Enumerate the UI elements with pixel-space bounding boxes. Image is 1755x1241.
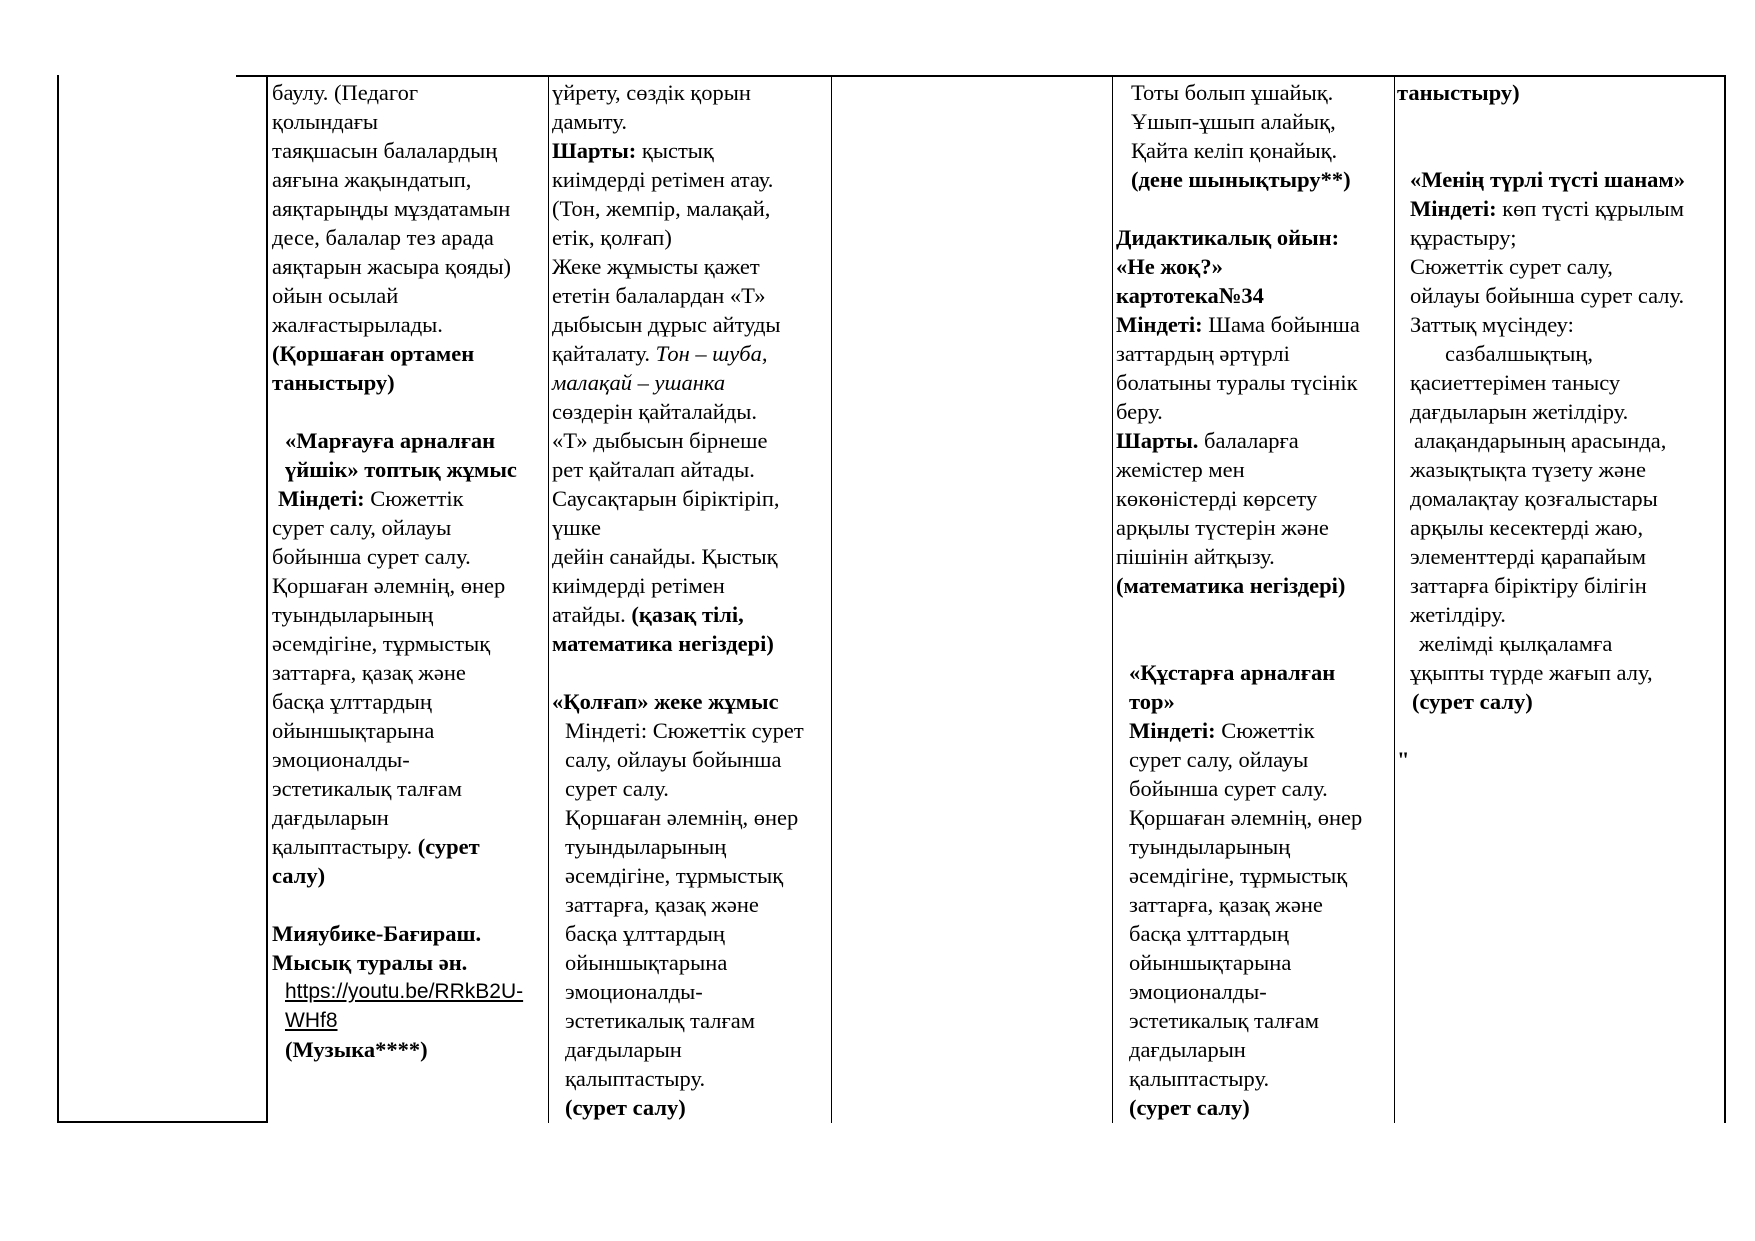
text-line: таяқшасын балалардың: [272, 138, 498, 163]
text-line: [552, 600, 804, 629]
text-line: алақандарының арасында,: [1414, 428, 1667, 453]
text-line: эмоционалды-: [1129, 979, 1267, 1004]
youtube-link[interactable]: WHf8: [285, 1009, 338, 1032]
label-bold: Шарты:: [552, 138, 637, 163]
text-line: эмоционалды-: [272, 747, 410, 772]
subject-tag: математика негіздері): [552, 631, 774, 656]
text-line: дейін санайды. Қыстық: [552, 544, 778, 569]
text-line: басқа ұлттардың: [1129, 921, 1289, 946]
text-line: [1116, 716, 1362, 745]
text-span: атайды.: [552, 602, 632, 627]
column-3-cell: [552, 78, 804, 1122]
poem-line: Тоты болып ұшайық.: [1131, 80, 1334, 105]
text-line: туындыларының: [1129, 834, 1291, 859]
label-bold: Міндеті:: [1116, 312, 1203, 337]
subject-tag: (сурет салу): [1412, 689, 1533, 714]
text-line: қалыптастыру.: [1129, 1066, 1270, 1091]
text-line: Заттық мүсіндеу:: [1410, 312, 1574, 337]
subject-tag: (қазақ тілі,: [631, 602, 744, 627]
text-line: әсемдігіне, тұрмыстық: [565, 863, 784, 888]
text-line: ойыншықтарына: [272, 718, 435, 743]
text-line: жалғастырылады.: [272, 312, 443, 337]
text-line: ойыншықтарына: [565, 950, 728, 975]
text-line: аяқтарын жасыра қояды): [272, 254, 512, 279]
text-line: домалақтау қозғалыстары: [1410, 486, 1658, 511]
text-span: Шама бойынша: [1202, 312, 1360, 337]
text-line: жемістер мен: [1116, 457, 1245, 482]
text-line: элементтерді қарапайым: [1410, 544, 1646, 569]
text-line: (Тон, жемпір, малақай,: [552, 196, 771, 221]
text-line: [1116, 426, 1362, 455]
text-line: арқылы түстерін және: [1116, 515, 1329, 540]
text-line: туындыларының: [565, 834, 727, 859]
song-title: Мияубике-Бағираш.: [272, 921, 482, 946]
column-5-cell: [1116, 78, 1362, 1122]
text-line: болатыны туралы түсінік: [1116, 370, 1358, 395]
text-span: қалыптастыру.: [272, 834, 418, 859]
subject-tag: таныстыру): [1397, 80, 1520, 105]
text-line: заттардың әртүрлі: [1116, 341, 1290, 366]
text-line: бойынша сурет салу.: [272, 544, 471, 569]
text-line: етік, қолғап): [552, 225, 672, 250]
text-line: дағдыларын: [565, 1037, 682, 1062]
text-line: [1116, 310, 1362, 339]
label-bold: Міндеті:: [278, 486, 365, 511]
text-line: эстетикалық талғам: [272, 776, 462, 801]
text-line: [1397, 194, 1685, 223]
text-line: дағдыларын: [1129, 1037, 1246, 1062]
text-line: рет қайталап айтады.: [552, 457, 755, 482]
poem-line: Қайта келіп қонайық.: [1131, 138, 1338, 163]
text-line: дағдыларын: [272, 805, 389, 830]
text-line: эстетикалық талғам: [565, 1008, 755, 1033]
text-line: сазбалшықтың,: [1445, 341, 1593, 366]
text-line: бойынша сурет салу.: [1129, 776, 1328, 801]
text-line: үйрету, сөздік қорын: [552, 80, 751, 105]
text-line: басқа ұлттардың: [565, 921, 725, 946]
text-line: әсемдігіне, тұрмыстық: [1129, 863, 1348, 888]
activity-title: үйшік» топтық жұмыс: [285, 457, 517, 482]
column-divider-4: [1112, 75, 1113, 1123]
text-line: ойлауы бойынша сурет салу.: [1410, 283, 1685, 308]
column-6-cell: [1397, 78, 1685, 774]
text-line: [272, 832, 523, 861]
text-line: желімді қылқаламға: [1419, 631, 1613, 656]
text-line: Сюжеттік сурет салу,: [1410, 254, 1613, 279]
table-left-border: [57, 75, 59, 1123]
text-line: сурет салу, ойлауы: [1129, 747, 1309, 772]
activity-title: тор»: [1129, 689, 1175, 714]
column-divider-3: [831, 75, 832, 1123]
table-top-border: [236, 75, 1726, 77]
table-right-border: [1724, 75, 1726, 1123]
text-line: заттарға, қазақ және: [1129, 892, 1323, 917]
column-divider-5: [1394, 75, 1395, 1123]
song-title: Мысық туралы ән.: [272, 950, 468, 975]
text-line: сурет салу, ойлауы: [272, 515, 452, 540]
subject-tag: (Қоршаған ортамен: [272, 341, 475, 366]
label-bold: Шарты.: [1116, 428, 1199, 453]
text-line: Қоршаған әлемнің, өнер: [565, 805, 799, 830]
game-title: «Не жоқ?»: [1116, 254, 1223, 279]
text-line: Жеке жұмысты қажет: [552, 254, 760, 279]
text-span: көп түсті құрылым: [1496, 196, 1685, 221]
stray-quote-mark: ": [1397, 747, 1410, 772]
text-line: ететін балалардан «Т»: [552, 283, 766, 308]
text-line: заттарға, қазақ және: [565, 892, 759, 917]
subject-tag: таныстыру): [272, 370, 395, 395]
subject-tag: (сурет салу): [565, 1095, 686, 1120]
text-line: жазықтықта түзету және: [1410, 457, 1646, 482]
text-span: Сюжеттік: [1215, 718, 1315, 743]
text-line: аяғына жақындатып,: [272, 167, 472, 192]
game-title: Дидактикалық ойын:: [1116, 225, 1340, 250]
text-line: Қоршаған әлемнің, өнер: [1129, 805, 1363, 830]
subject-tag: (математика негіздері): [1116, 573, 1346, 598]
text-line: ұқыпты түрде жағып алу,: [1410, 660, 1653, 685]
text-line: заттарға біріктіру білігін: [1410, 573, 1647, 598]
column-divider-1: [266, 75, 268, 1123]
activity-title: «Марғауға арналған: [285, 428, 496, 453]
text-line: Міндеті: Сюжеттік сурет: [565, 718, 804, 743]
subject-tag: салу): [272, 863, 326, 888]
text-line: Қоршаған әлемнің, өнер: [272, 573, 506, 598]
activity-title: «Қолғап» жеке жұмыс: [552, 689, 779, 714]
text-line: салу, ойлауы бойынша: [565, 747, 782, 772]
text-line: [552, 339, 804, 368]
text-line: Саусақтарын біріктіріп,: [552, 486, 780, 511]
activity-title: «Құстарға арналған: [1129, 660, 1336, 685]
label-bold: Міндеті:: [1410, 196, 1497, 221]
game-title: картотека№34: [1116, 283, 1264, 308]
text-line: құрастыру;: [1410, 225, 1517, 250]
text-line: беру.: [1116, 399, 1163, 424]
youtube-link[interactable]: https://youtu.be/RRkB2U-: [285, 980, 524, 1003]
text-line: дамыту.: [552, 109, 627, 134]
column-divider-2: [548, 75, 549, 1123]
text-line: «Т» дыбысын бірнеше: [552, 428, 768, 453]
text-line: эстетикалық талғам: [1129, 1008, 1319, 1033]
text-line: көкөністерді көрсету: [1116, 486, 1318, 511]
text-line: басқа ұлттардың: [272, 689, 432, 714]
subject-tag: (сурет салу): [1129, 1095, 1250, 1120]
text-line: ойыншықтарына: [1129, 950, 1292, 975]
text-line: үшке: [552, 515, 601, 540]
poem-line: Ұшып-ұшып алайық,: [1131, 109, 1336, 134]
text-line: қалыптастыру.: [565, 1066, 706, 1091]
text-line: киімдерді ретімен атау.: [552, 167, 774, 192]
text-line: аяқтарыңды мұздатамын: [272, 196, 511, 221]
text-line: десе, балалар тез арада: [272, 225, 494, 250]
subject-tag: (дене шынықтыру**): [1131, 167, 1351, 192]
text-line: эмоционалды-: [565, 979, 703, 1004]
text-line: сөздерін қайталайды.: [552, 399, 758, 424]
text-line: дағдыларын жетілдіру.: [1410, 399, 1629, 424]
table-bottom-border: [57, 1121, 268, 1123]
text-line: заттарға, қазақ және: [272, 660, 466, 685]
text-line: туындыларының: [272, 602, 434, 627]
text-span: қайталату.: [552, 341, 656, 366]
text-line: ойын осылай: [272, 283, 399, 308]
text-span: балаларға: [1198, 428, 1299, 453]
text-line: киімдерді ретімен: [552, 573, 725, 598]
subject-tag: (сурет: [417, 834, 480, 859]
text-line: [272, 484, 523, 513]
text-line: пішінін айтқызу.: [1116, 544, 1275, 569]
text-line: баулу. (Педагог: [272, 80, 419, 105]
text-line: жетілдіру.: [1410, 602, 1506, 627]
text-line: [552, 136, 804, 165]
activity-title: «Менің түрлі түсті шанам»: [1410, 167, 1685, 192]
label-bold: Міндеті:: [1129, 718, 1216, 743]
text-line: малақай – ушанка: [552, 370, 726, 395]
text-line: дыбысын дұрыс айтуды: [552, 312, 781, 337]
text-line: сурет салу.: [565, 776, 669, 801]
subject-tag: (Музыка****): [285, 1037, 428, 1062]
text-line: әсемдігіне, тұрмыстық: [272, 631, 491, 656]
text-line: арқылы кесектерді жаю,: [1410, 515, 1644, 540]
text-line: қасиеттерімен танысу: [1410, 370, 1621, 395]
italic-span: Тон – шуба,: [655, 341, 768, 366]
column-2-cell: [272, 78, 523, 1064]
text-line: қолындағы: [272, 109, 379, 134]
text-span: Сюжеттік: [364, 486, 464, 511]
text-span: қыстық: [636, 138, 714, 163]
